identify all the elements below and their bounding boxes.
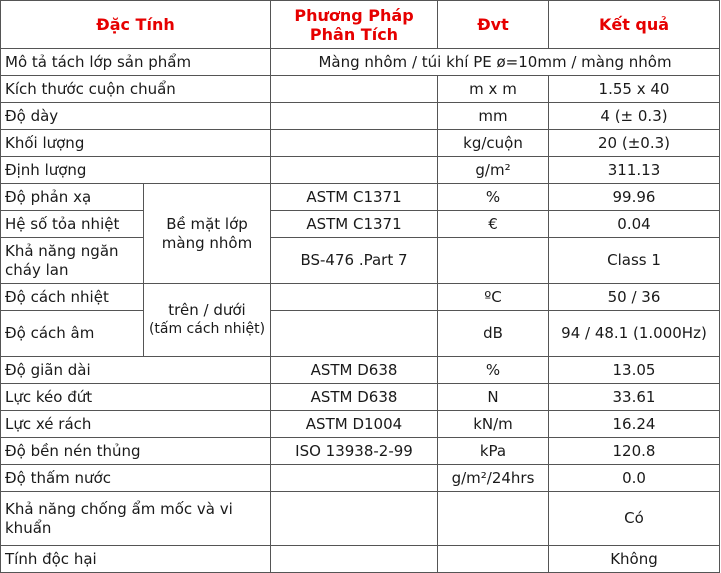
sides-group-cell bbox=[144, 284, 271, 357]
method-cell bbox=[271, 311, 438, 357]
unit-cell: € bbox=[438, 211, 549, 238]
unit-cell: kPa bbox=[438, 438, 549, 465]
method-cell bbox=[271, 284, 438, 311]
method-cell: ISO 13938-2-99 bbox=[271, 438, 438, 465]
unit-cell: N bbox=[438, 384, 549, 411]
table-row bbox=[1, 546, 720, 573]
unit-cell bbox=[438, 238, 549, 284]
property-cell: Tính độc hại bbox=[1, 546, 271, 573]
method-cell bbox=[271, 546, 438, 573]
table-row bbox=[1, 438, 720, 465]
property-cell: Lực xé rách bbox=[1, 411, 271, 438]
method-cell: ASTM D638 bbox=[271, 384, 438, 411]
header-row bbox=[1, 1, 720, 49]
table-row bbox=[1, 238, 720, 284]
result-cell: 16.24 bbox=[549, 411, 720, 438]
result-cell: 120.8 bbox=[549, 438, 720, 465]
property-cell: Độ dày bbox=[1, 103, 271, 130]
unit-cell: g/m² bbox=[438, 157, 549, 184]
unit-cell: mm bbox=[438, 103, 549, 130]
result-cell: 94 / 48.1 (1.000Hz) bbox=[549, 311, 720, 357]
result-cell: 4 (± 0.3) bbox=[549, 103, 720, 130]
header-unit: Đvt bbox=[438, 1, 549, 49]
sides-group-bottom: (tấm cách nhiệt) bbox=[148, 321, 266, 337]
table-row bbox=[1, 357, 720, 384]
property-cell: Khối lượng bbox=[1, 130, 271, 157]
result-cell: Class 1 bbox=[549, 238, 720, 284]
method-cell: ASTM D638 bbox=[271, 357, 438, 384]
method-cell: BS-476 .Part 7 bbox=[271, 238, 438, 284]
header-method: Phương Pháp Phân Tích bbox=[271, 1, 438, 49]
property-cell: Lực kéo đứt bbox=[1, 384, 271, 411]
table-row bbox=[1, 157, 720, 184]
table-row bbox=[1, 184, 720, 211]
property-cell: Độ bền nén thủng bbox=[1, 438, 271, 465]
unit-cell: ºC bbox=[438, 284, 549, 311]
property-cell: Khả năng ngăn cháy lan bbox=[1, 238, 144, 284]
unit-cell bbox=[438, 492, 549, 546]
method-cell: ASTM C1371 bbox=[271, 211, 438, 238]
result-cell: 0.04 bbox=[549, 211, 720, 238]
table-row bbox=[1, 311, 720, 357]
result-cell: 0.0 bbox=[549, 465, 720, 492]
method-cell: ASTM D1004 bbox=[271, 411, 438, 438]
header-property: Đặc Tính bbox=[1, 1, 271, 49]
table-row bbox=[1, 384, 720, 411]
result-cell: 20 (±0.3) bbox=[549, 130, 720, 157]
property-cell: Kích thước cuộn chuẩn bbox=[1, 76, 271, 103]
property-cell: Độ thấm nước bbox=[1, 465, 271, 492]
method-cell bbox=[271, 103, 438, 130]
method-cell bbox=[271, 465, 438, 492]
table-row bbox=[1, 411, 720, 438]
property-cell: Mô tả tách lớp sản phẩm bbox=[1, 49, 271, 76]
result-cell: Không bbox=[549, 546, 720, 573]
table-row bbox=[1, 284, 720, 311]
table-row bbox=[1, 103, 720, 130]
unit-cell: g/m²/24hrs bbox=[438, 465, 549, 492]
method-cell bbox=[271, 130, 438, 157]
layer-description-cell: Màng nhôm / túi khí PE ø=10mm / màng nhôm bbox=[271, 49, 720, 76]
unit-cell: % bbox=[438, 184, 549, 211]
unit-cell bbox=[438, 546, 549, 573]
unit-cell: m x m bbox=[438, 76, 549, 103]
result-cell: 33.61 bbox=[549, 384, 720, 411]
property-cell: Độ giãn dài bbox=[1, 357, 271, 384]
table-row bbox=[1, 130, 720, 157]
property-cell: Định lượng bbox=[1, 157, 271, 184]
result-cell: 311.13 bbox=[549, 157, 720, 184]
method-cell bbox=[271, 76, 438, 103]
result-cell: 1.55 x 40 bbox=[549, 76, 720, 103]
property-cell: Hệ số tỏa nhiệt bbox=[1, 211, 144, 238]
method-cell: ASTM C1371 bbox=[271, 184, 438, 211]
unit-cell: kN/m bbox=[438, 411, 549, 438]
table-row bbox=[1, 492, 720, 546]
property-cell: Độ phản xạ bbox=[1, 184, 144, 211]
method-cell bbox=[271, 492, 438, 546]
table-row bbox=[1, 465, 720, 492]
header-result: Kết quả bbox=[549, 1, 720, 49]
result-cell: 50 / 36 bbox=[549, 284, 720, 311]
unit-cell: % bbox=[438, 357, 549, 384]
result-cell: 13.05 bbox=[549, 357, 720, 384]
unit-cell: kg/cuộn bbox=[438, 130, 549, 157]
result-cell: 99.96 bbox=[549, 184, 720, 211]
result-cell: Có bbox=[549, 492, 720, 546]
table-row bbox=[1, 211, 720, 238]
property-cell: Độ cách âm bbox=[1, 311, 144, 357]
sides-group-top: trên / dưới bbox=[168, 301, 246, 319]
table-row bbox=[1, 49, 720, 76]
table-row bbox=[1, 76, 720, 103]
property-cell: Độ cách nhiệt bbox=[1, 284, 144, 311]
surface-group-cell: Bề mặt lớp màng nhôm bbox=[144, 184, 271, 284]
method-cell bbox=[271, 157, 438, 184]
property-cell bbox=[1, 492, 271, 546]
unit-cell: dB bbox=[438, 311, 549, 357]
property-text: Khả năng chống ẩm mốc và vi khuẩn bbox=[5, 499, 233, 537]
